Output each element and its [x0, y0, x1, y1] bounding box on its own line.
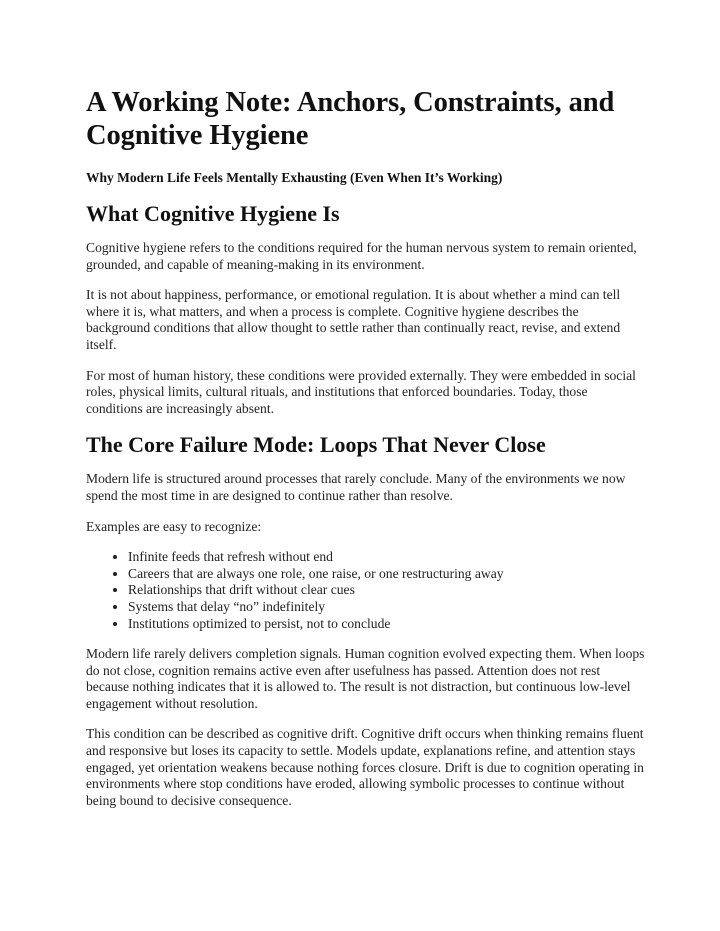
list-item: • Institutions optimized to persist, not to conclude — [128, 616, 646, 633]
section-what-cognitive-hygiene-is — [86, 200, 646, 417]
list-item: • Infinite feeds that refresh without end — [128, 549, 646, 566]
section-core-failure-mode — [86, 431, 646, 809]
list-item: • Relationships that drift without clear cues — [128, 582, 646, 599]
paragraph: It is not about happiness, performance, or emotional regulation. It is about whether a mind can tell where it is, what matters, and when a process is complete. Cognitive hygiene describes the background conditions that allow thought to settle rather than continually react, revise, and extend itself. — [86, 287, 621, 352]
paragraph: Cognitive hygiene refers to the conditions required for the human nervous system to remain oriented, grounded, and capable of meaning-making in its environment. — [86, 240, 637, 272]
list-item: • Systems that delay “no” indefinitely — [128, 599, 646, 616]
paragraph: This condition can be described as cognitive drift. Cognitive drift occurs when thinking remains fluent and responsive but loses its capacity to settle. Models update, explanations refine, and attention stays engaged, yet orientation weakens because nothing forces closure. Drift is due to cognition operating in environments where stop conditions have eroded, allowing symbolic processes to continue without being bound to decisive consequence. — [86, 726, 644, 808]
paragraph: Modern life is structured around processes that rarely conclude. Many of the environments we now spend the most time in are designed to continue rather than resolve. — [86, 471, 626, 503]
examples-list — [86, 549, 646, 632]
document-title: A Working Note: Anchors, Constraints, and Cognitive Hygiene — [86, 87, 615, 151]
document-page — [86, 86, 646, 823]
paragraph: Modern life rarely delivers completion signals. Human cognition evolved expecting them. When loops do not close, cognition remains active even after usefulness has passed. Attention does not rest because nothing indicates that it is allowed to. The result is not distraction, but continuous low-level engagement without resolution. — [86, 646, 645, 711]
list-item: • Careers that are always one role, one raise, or one restructuring away — [128, 566, 646, 583]
paragraph: Examples are easy to recognize: — [86, 518, 262, 534]
document-subtitle: Why Modern Life Feels Mentally Exhausting (Even When It’s Working) — [86, 170, 503, 185]
section-heading: The Core Failure Mode: Loops That Never Close — [86, 432, 546, 458]
paragraph: For most of human history, these conditions were provided externally. They were embedded in social roles, physical limits, cultural rituals, and institutions that enforced boundaries. Today, those conditions are increasingly absent. — [86, 367, 636, 416]
section-heading: What Cognitive Hygiene Is — [86, 201, 340, 226]
